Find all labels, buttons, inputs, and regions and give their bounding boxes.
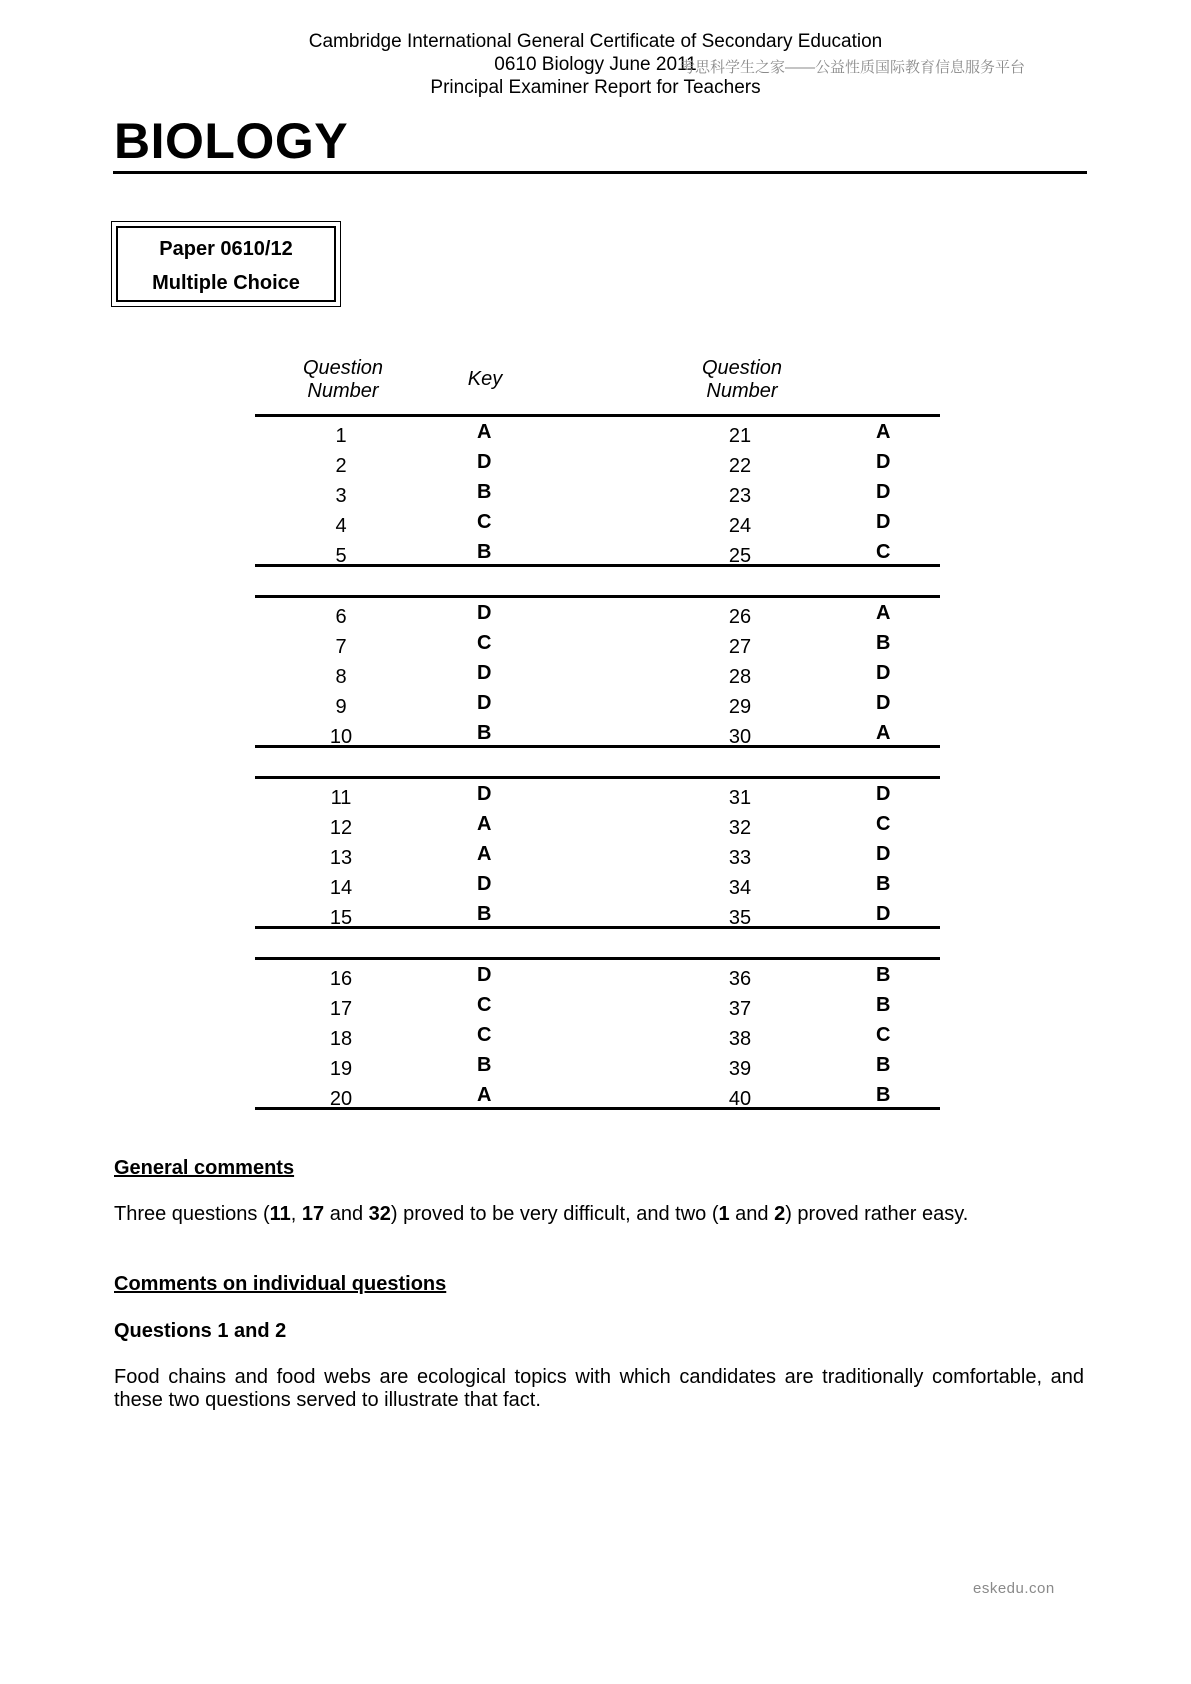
question-number: 20 xyxy=(329,1088,353,1110)
questions-1-2-heading: Questions 1 and 2 xyxy=(114,1320,287,1342)
answer-key: D xyxy=(876,783,891,805)
table-rule xyxy=(255,957,940,960)
col-header-question-line2: Number xyxy=(307,380,379,402)
answer-key: A xyxy=(876,602,891,624)
answer-key: D xyxy=(477,783,492,805)
footer-site: eskedu.con xyxy=(973,1580,1055,1597)
answer-key: A xyxy=(477,421,492,443)
answer-key: B xyxy=(477,722,492,744)
question-number: 27 xyxy=(728,636,752,658)
general-comments-text: Three questions (11, 17 and 32) proved to be very difficult, and two (1 and 2) proved rather easy. xyxy=(114,1203,969,1225)
answer-key: A xyxy=(477,813,492,835)
question-number: 13 xyxy=(329,847,353,869)
question-number: 28 xyxy=(728,666,752,688)
answer-key: D xyxy=(876,662,891,684)
question-number: 33 xyxy=(728,847,752,869)
answer-key: D xyxy=(477,602,492,624)
answer-key: D xyxy=(477,662,492,684)
col-header-question-line2: Number xyxy=(706,380,778,402)
question-number: 10 xyxy=(329,726,353,748)
table-rule xyxy=(255,414,940,417)
col-header-question-left xyxy=(283,357,403,403)
question-number: 31 xyxy=(728,787,752,809)
question-number: 16 xyxy=(329,968,353,990)
answer-key: D xyxy=(876,692,891,714)
paper-code: Paper 0610/12 xyxy=(159,238,293,260)
header-line-1: Cambridge International General Certificate of Secondary Education xyxy=(308,31,883,52)
question-number: 3 xyxy=(335,485,347,507)
header-line-3: Principal Examiner Report for Teachers xyxy=(430,77,761,98)
question-number: 32 xyxy=(728,817,752,839)
answer-key: B xyxy=(876,1084,891,1106)
answer-key: C xyxy=(477,1024,492,1046)
question-number: 24 xyxy=(728,515,752,537)
question-number: 19 xyxy=(329,1058,353,1080)
answer-key: D xyxy=(477,964,492,986)
answer-key: D xyxy=(477,873,492,895)
title-divider xyxy=(113,171,1087,174)
answer-key: B xyxy=(876,1054,891,1076)
col-header-question-right xyxy=(682,357,802,403)
answer-key: D xyxy=(876,451,891,473)
answer-key: B xyxy=(876,994,891,1016)
questions-1-2-text: Food chains and food webs are ecological topics with which candidates are traditionally comfortable, and these two questions served to illustrate that fact. xyxy=(114,1366,1084,1411)
question-number: 21 xyxy=(728,425,752,447)
col-header-question-line1: Question xyxy=(701,357,783,379)
answer-key: B xyxy=(477,903,492,925)
question-number: 23 xyxy=(728,485,752,507)
answer-key: B xyxy=(477,1054,492,1076)
answer-key: D xyxy=(477,451,492,473)
answer-key: B xyxy=(477,481,492,503)
question-number: 39 xyxy=(728,1058,752,1080)
individual-comments-heading: Comments on individual questions xyxy=(114,1273,447,1295)
table-rule xyxy=(255,595,940,598)
question-number: 1 xyxy=(335,425,347,447)
question-number: 26 xyxy=(728,606,752,628)
question-number: 29 xyxy=(728,696,752,718)
paper-box-inner-border xyxy=(116,226,336,302)
question-number: 6 xyxy=(335,606,347,628)
answer-key: A xyxy=(876,722,891,744)
question-number: 11 xyxy=(330,787,352,809)
page-title: BIOLOGY xyxy=(114,113,349,169)
answer-key: B xyxy=(876,964,891,986)
answer-key: C xyxy=(876,813,891,835)
question-number: 15 xyxy=(329,907,353,929)
answer-key: C xyxy=(477,511,492,533)
answer-key: C xyxy=(477,994,492,1016)
question-number: 40 xyxy=(728,1088,752,1110)
col-header-key: Key xyxy=(467,368,503,390)
question-number: 9 xyxy=(335,696,347,718)
general-comments-heading: General comments xyxy=(114,1157,295,1179)
answer-key: A xyxy=(477,1084,492,1106)
paper-type: Multiple Choice xyxy=(152,272,300,294)
answer-key: C xyxy=(876,1024,891,1046)
answer-key: B xyxy=(876,873,891,895)
question-number: 17 xyxy=(329,998,353,1020)
answer-key: C xyxy=(477,632,492,654)
col-header-question-line1: Question xyxy=(302,357,384,379)
answer-key: B xyxy=(477,541,492,563)
header-line-2: 0610 Biology June 2011 xyxy=(494,54,697,75)
answer-key: D xyxy=(876,481,891,503)
answer-key: C xyxy=(876,541,891,563)
question-number: 4 xyxy=(335,515,347,537)
question-number: 22 xyxy=(728,455,752,477)
question-number: 35 xyxy=(728,907,752,929)
answer-key: D xyxy=(876,903,891,925)
question-number: 8 xyxy=(335,666,347,688)
question-number: 34 xyxy=(728,877,752,899)
answer-key: A xyxy=(477,843,492,865)
watermark-text: 考思科学生之家——公益性质国际教育信息服务平台 xyxy=(680,59,1026,76)
answer-key: B xyxy=(876,632,891,654)
answer-key: D xyxy=(876,511,891,533)
question-number: 30 xyxy=(728,726,752,748)
question-number: 37 xyxy=(728,998,752,1020)
question-number: 2 xyxy=(335,455,347,477)
question-number: 25 xyxy=(728,545,752,567)
table-rule xyxy=(255,776,940,779)
answer-key: A xyxy=(876,421,891,443)
paper-box xyxy=(111,221,341,307)
question-number: 38 xyxy=(728,1028,752,1050)
question-number: 14 xyxy=(329,877,353,899)
question-number: 18 xyxy=(329,1028,353,1050)
answer-key: D xyxy=(876,843,891,865)
question-number: 12 xyxy=(329,817,353,839)
answer-key: D xyxy=(477,692,492,714)
question-number: 7 xyxy=(335,636,347,658)
question-number: 5 xyxy=(335,545,347,567)
question-number: 36 xyxy=(728,968,752,990)
